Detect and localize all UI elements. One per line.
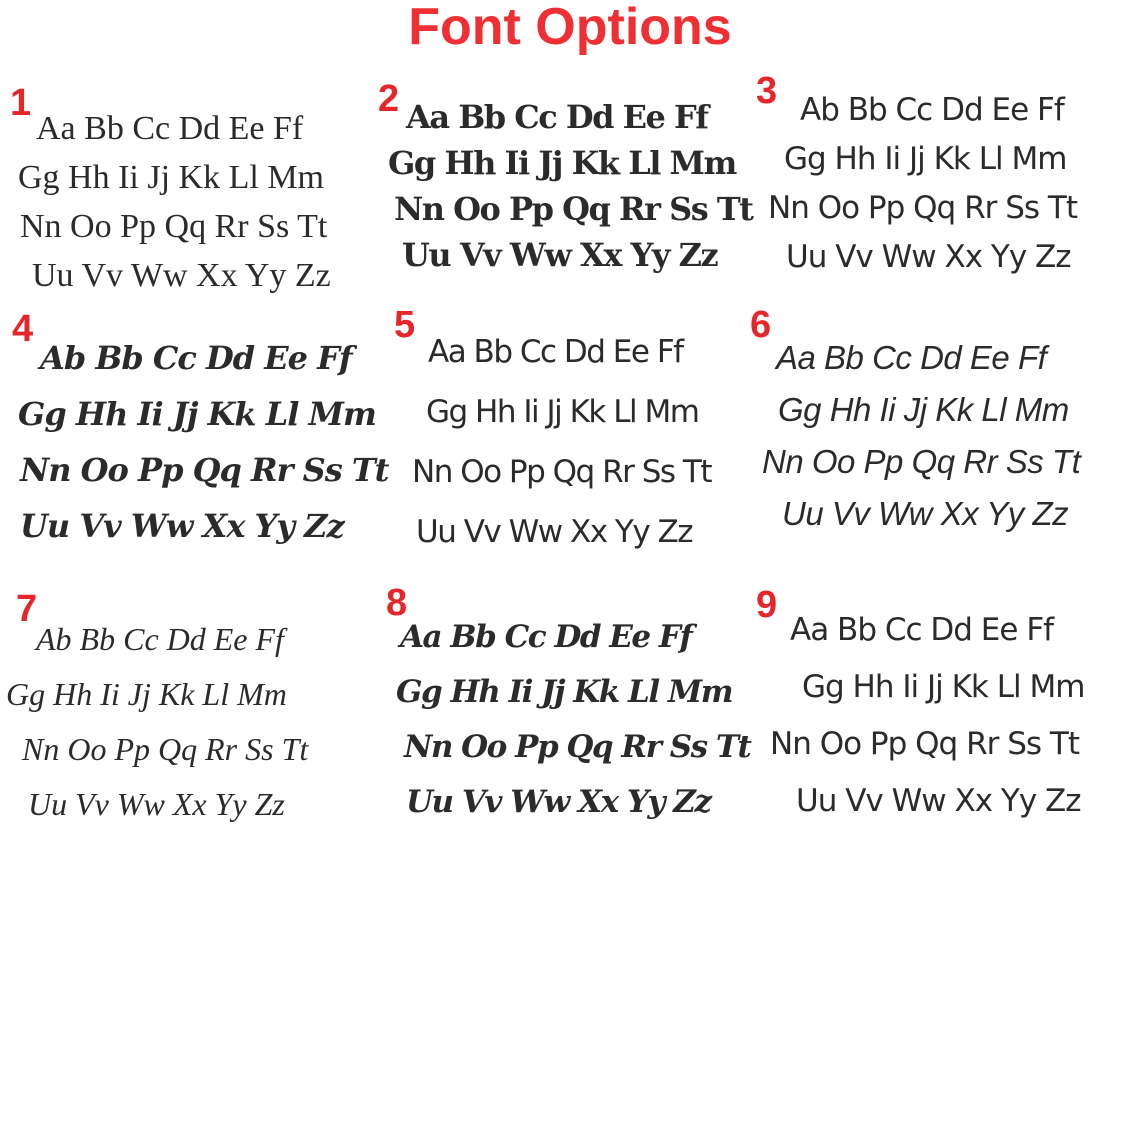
alphabet-row: Gg Hh Ii Jj Kk Ll Mm bbox=[396, 674, 733, 710]
option-number: 6 bbox=[750, 304, 772, 346]
alphabet-row: Gg Hh Ii Jj Kk Ll Mm bbox=[18, 395, 376, 433]
alphabet-row: Gg Hh Ii Jj Kk Ll Mm bbox=[6, 676, 287, 712]
alphabet-sample bbox=[762, 332, 1080, 540]
alphabet-row: Aa Bb Cc Dd Ee Ff bbox=[400, 619, 692, 655]
alphabet-row: Nn Oo Pp Qq Rr Ss Tt bbox=[20, 451, 389, 489]
alphabet-row: Aa Bb Cc Dd Ee Ff bbox=[776, 339, 1047, 376]
alphabet-row: Uu Vv Ww Xx Yy Zz bbox=[32, 257, 331, 294]
font-option-3 bbox=[756, 70, 1128, 280]
option-number: 9 bbox=[756, 584, 778, 626]
option-number: 7 bbox=[16, 588, 38, 630]
font-option-4 bbox=[6, 308, 389, 545]
alphabet-row: Nn Oo Pp Qq Rr Ss Tt bbox=[770, 726, 1079, 762]
alphabet-sample bbox=[768, 86, 1077, 282]
font-option-6 bbox=[748, 304, 1120, 532]
font-option-8 bbox=[384, 580, 756, 820]
font-option-2 bbox=[376, 78, 753, 288]
font-option-5 bbox=[392, 304, 764, 550]
alphabet-sample bbox=[412, 322, 711, 562]
alphabet-sample bbox=[18, 104, 331, 300]
alphabet-row: Nn Oo Pp Qq Rr Ss Tt bbox=[22, 731, 309, 767]
alphabet-row: Ab Bb Cc Dd Ee Ff bbox=[40, 339, 352, 377]
alphabet-row: Gg Hh Ii Jj Kk Ll Mm bbox=[784, 141, 1067, 177]
alphabet-sample bbox=[18, 330, 388, 554]
alphabet-sample bbox=[388, 94, 752, 278]
alphabet-row: Uu Vv Ww Xx Yy Zz bbox=[416, 514, 693, 550]
option-number: 2 bbox=[378, 78, 400, 120]
alphabet-row: Gg Hh Ii Jj Kk Ll Mm bbox=[388, 144, 736, 182]
option-number: 5 bbox=[394, 304, 416, 346]
option-number: 1 bbox=[10, 82, 32, 124]
alphabet-row: Aa Bb Cc Dd Ee Ff bbox=[790, 612, 1054, 648]
alphabet-row: Uu Vv Ww Xx Yy Zz bbox=[402, 236, 718, 274]
alphabet-row: Aa Bb Cc Dd Ee Ff bbox=[36, 110, 304, 147]
font-option-1 bbox=[6, 84, 378, 294]
alphabet-row: Uu Vv Ww Xx Yy Zz bbox=[406, 784, 711, 820]
alphabet-row: Nn Oo Pp Qq Rr Ss Tt bbox=[768, 190, 1077, 226]
alphabet-row: Aa Bb Cc Dd Ee Ff bbox=[406, 98, 708, 136]
alphabet-row: Uu Vv Ww Xx Yy Zz bbox=[786, 239, 1071, 275]
font-option-7 bbox=[6, 586, 378, 822]
alphabet-row: Ab Bb Cc Dd Ee Ff bbox=[36, 621, 284, 657]
option-number: 4 bbox=[12, 308, 34, 350]
alphabet-row: Nn Oo Pp Qq Rr Ss Tt bbox=[412, 454, 711, 490]
alphabet-row: Aa Bb Cc Dd Ee Ff bbox=[428, 334, 683, 370]
alphabet-row: Uu Vv Ww Xx Yy Zz bbox=[796, 783, 1081, 819]
alphabet-sample bbox=[770, 602, 1084, 830]
alphabet-row: Gg Hh Ii Jj Kk Ll Mm bbox=[426, 394, 699, 430]
page-title: Font Options bbox=[408, 0, 732, 56]
alphabet-row: Nn Oo Pp Qq Rr Ss Tt bbox=[394, 190, 753, 228]
alphabet-row: Gg Hh Ii Jj Kk Ll Mm bbox=[778, 391, 1069, 428]
alphabet-row: Uu Vv Ww Xx Yy Zz bbox=[28, 786, 285, 822]
alphabet-row: Uu Vv Ww Xx Yy Zz bbox=[20, 507, 344, 545]
alphabet-row: Nn Oo Pp Qq Rr Ss Tt bbox=[762, 443, 1081, 480]
alphabet-row: Nn Oo Pp Qq Rr Ss Tt bbox=[20, 208, 328, 245]
option-number: 3 bbox=[756, 70, 778, 112]
alphabet-row: Uu Vv Ww Xx Yy Zz bbox=[782, 495, 1069, 532]
font-option-9 bbox=[752, 582, 1124, 819]
alphabet-sample bbox=[6, 612, 308, 832]
alphabet-row: Gg Hh Ii Jj Kk Ll Mm bbox=[18, 159, 324, 196]
alphabet-row: Nn Oo Pp Qq Rr Ss Tt bbox=[404, 729, 751, 765]
option-number: 8 bbox=[386, 582, 408, 624]
alphabet-row: Ab Bb Cc Dd Ee Ff bbox=[800, 92, 1064, 128]
alphabet-row: Gg Hh Ii Jj Kk Ll Mm bbox=[802, 669, 1085, 705]
alphabet-sample bbox=[396, 610, 750, 830]
